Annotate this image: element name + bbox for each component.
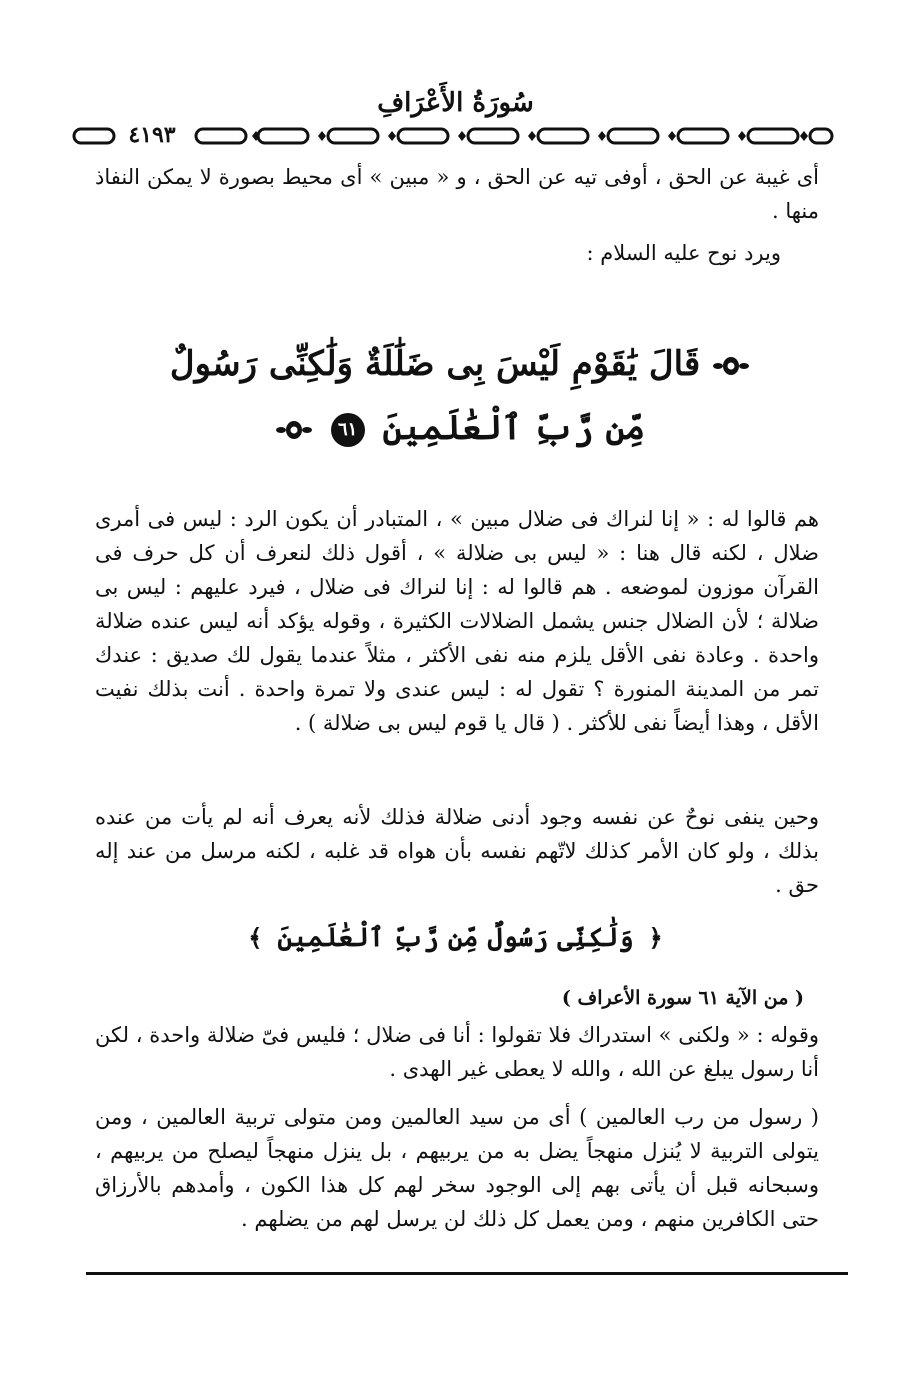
ayah-number-badge: ٦١ (331, 413, 365, 447)
intro-paragraph-2: ويرد نوح عليه السلام : (586, 241, 781, 265)
chain-ornament-icon (72, 124, 834, 148)
commentary-paragraph-1: هم قالوا له : « إنا لنراك فى ضلال مبين » ، المتبادر أن يكون الرد : ليس فى أمرى ضلال ، لكنه قال هنا : « ليس بى ضلالة » ، أقول ذلك لنعرف أن كل حرف فى القرآن موزون لموضعه . هم قالوا له : إنا لنراك فى ضلال ، فيرد عليهم : ليس بى ضلالة ؛ لأن الضلال جنس يشمل الضلالات الكثيرة ، وقوله يؤكد أنه ليس عنده ضلالة واحدة . وعادة نفى الأقل يلزم منه نفى الأكثر ، مثلاً عندما يقول لك صديق : عندك تمر من المدينة المنورة ؟ تقول له : ليس عندى ولا تمرة واحدة . أنت بذلك نفيت الأقل ، وهذا أيضاً نفى للأكثر . ( قال يا قوم ليس بى ضلالة ) . (95, 507, 819, 735)
floral-ornament-icon (275, 417, 313, 443)
footer-rule (86, 1272, 848, 1275)
quote-close-bracket: ﴾ (248, 923, 263, 952)
ayah-line-1-text: قَالَ يَٰقَوْمِ لَيْسَ بِى ضَلَٰلَةٌ وَلَٰكِنِّى رَسُولٌ (169, 344, 701, 384)
commentary-paragraph-2: وحين ينفى نوحٌ عن نفسه وجود أدنى ضلالة فذلك لأنه يعرف أنه لم يأت من عنده بذلك ، ولو كان الأمر كذلك لاتّهم نفسه بأن هواه قد غلبه ، لكنه مرسل من عند إله حق . (95, 805, 819, 897)
quoted-ayah-text: وَلَٰكِنِّى رَسُولٌ مِّن رَّبِّ ٱلْعَٰلَمِينَ (277, 923, 634, 953)
ayah-line-1 (160, 332, 760, 396)
floral-ornament-icon (712, 353, 750, 379)
quoted-ayah (0, 918, 911, 958)
intro-paragraph-1: أى غيبة عن الحق ، أوفى تيه عن الحق ، و « مبين » أى محيط بصورة لا يمكن النفاذ منها . (95, 165, 819, 223)
commentary-2-paragraph-2: ( رسول من رب العالمين ) أى من سيد العالمين ومن متولى تربية العالمين ، ومن يتولى التربية لا يُنزل منهجاً يضل به من يربيهم ، بل ينزل منهجاً ليصلح من يربيهم ، وسبحانه قبل أن يأتى بهم إلى الوجود سخر لهم كل هذا الكون ، وأمدهم بالأرزاق حتى الكافرين منهم ، ومن يعمل كل ذلك لن يرسل لهم من يضلهم . (95, 1105, 819, 1231)
page-number: ٤١٩٣ (118, 122, 186, 148)
ayah-verse-block (160, 332, 760, 460)
ayah-reference: ( من الآية ٦١ سورة الأعراف ) (561, 987, 804, 1009)
header-chain-border (72, 124, 834, 148)
commentary-2-paragraph-1: وقوله : « ولكنى » استدراك فلا تقولوا : أنا فى ضلال ؛ فليس فىّ ضلالة واحدة ، لكن أنا رسول يبلغ عن الله ، والله لا يعطى غير الهدى . (95, 1023, 819, 1081)
ayah-line-2-text: مِّن رَّبِّ ٱلْعَٰلَمِينَ (382, 408, 646, 448)
quote-open-bracket: ﴿ (648, 923, 663, 952)
surah-title: سُورَةُ الأَعْرَافِ (377, 88, 534, 118)
ayah-line-2 (160, 396, 760, 460)
